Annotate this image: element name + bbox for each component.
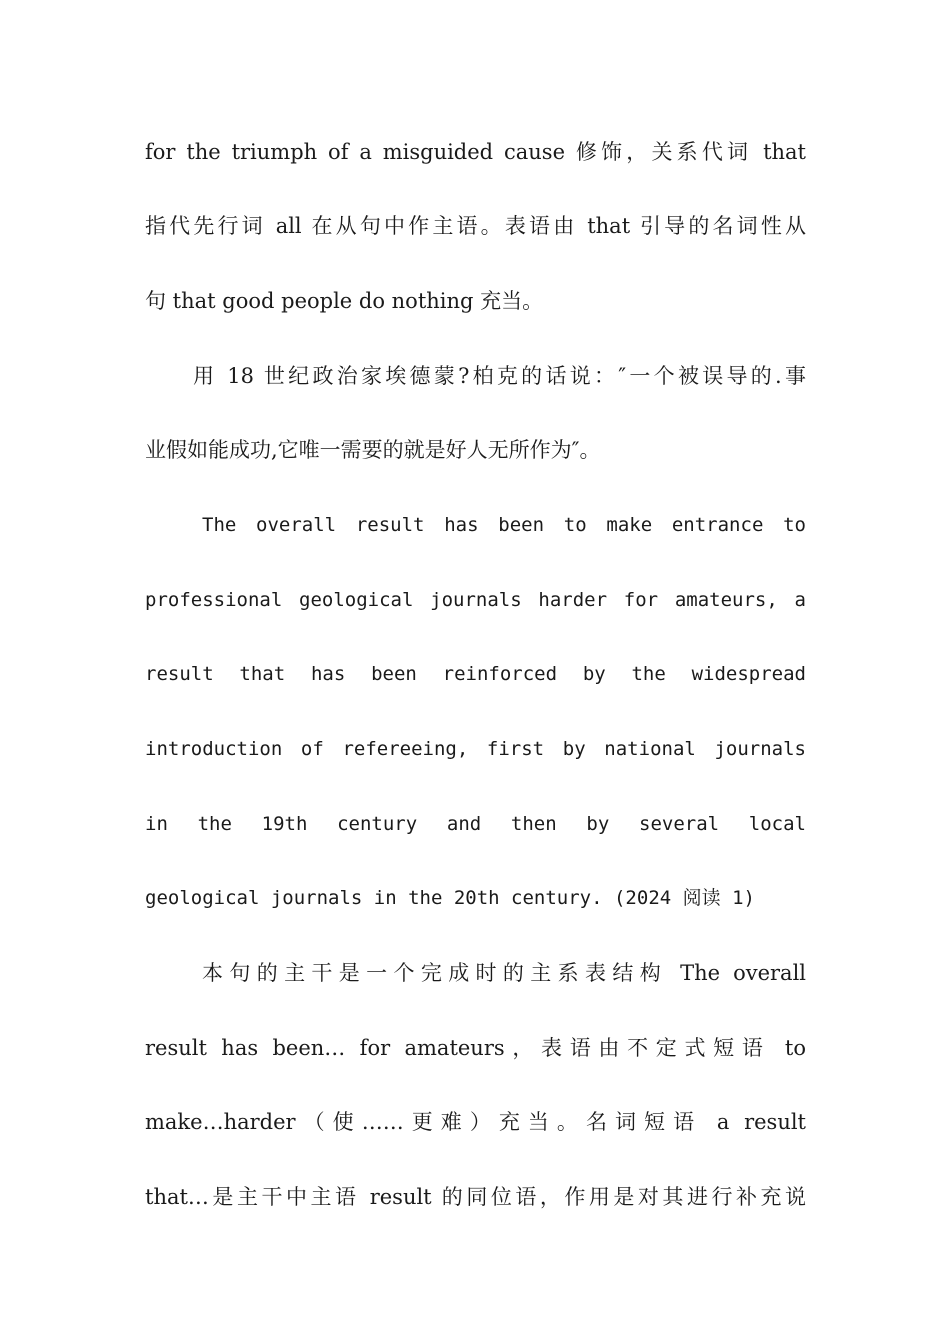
text-line: 句 that good people do nothing 充当。 <box>145 289 544 313</box>
text-line: make…harder（使……更难）充当。名词短语 a result <box>145 1110 806 1134</box>
text-line: for the triumph of a misguided cause 修饰，关系代词 that <box>145 140 806 164</box>
text-line: 业假如能成功,它唯一需要的就是好人无所作为″。 <box>145 438 601 462</box>
text-line: 用 18 世纪政治家埃德蒙?柏克的话说：″一个被误导的.事 <box>193 364 806 388</box>
text-line: result has been… for amateurs，表语由不定式短语 to <box>145 1036 806 1060</box>
text-line: The overall result has been to make entrance to <box>202 514 806 536</box>
text-line: professional geological journals harder for amateurs, a <box>145 589 806 611</box>
text-line: that…是主干中主语 result 的同位语，作用是对其进行补充说 <box>145 1185 806 1209</box>
text-line: result that has been reinforced by the widespread <box>145 663 806 685</box>
text-line: 指代先行词 all 在从句中作主语。表语由 that 引导的名词性从 <box>145 214 806 238</box>
text-line: 本句的主干是一个完成时的主系表结构 The overall <box>202 961 806 985</box>
text-line: in the 19th century and then by several local <box>145 813 806 835</box>
text-line: introduction of refereeing, first by national journals <box>145 738 806 760</box>
text-line: geological journals in the 20th century. (2024 阅读 1) <box>145 887 755 909</box>
